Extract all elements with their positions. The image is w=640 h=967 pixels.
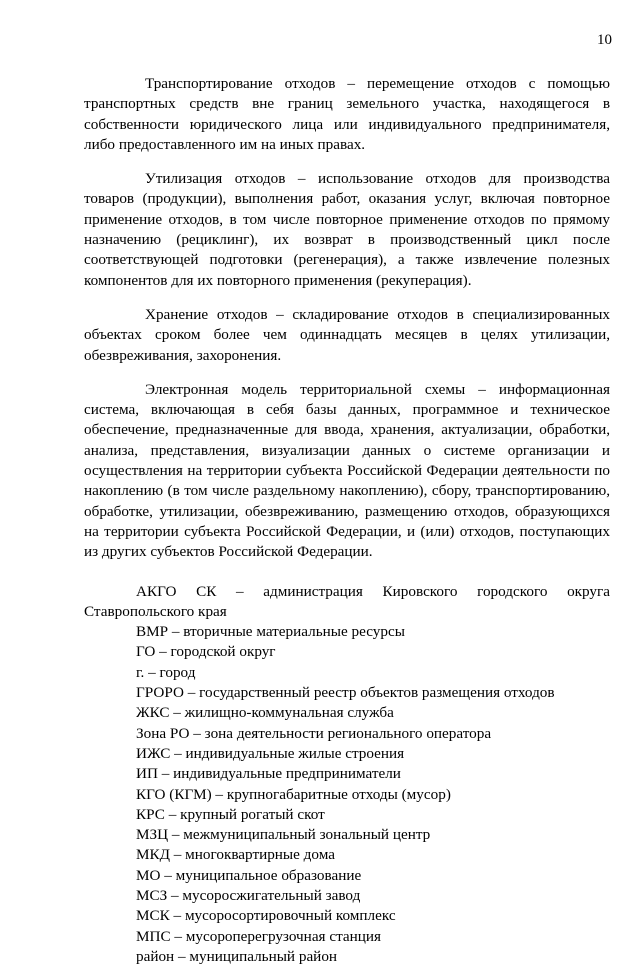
paragraph-electronic-model: Электронная модель территориальной схемы – информационная система, включающая в себя базы данных, программное и техническое обеспечение, предназначенные для ввода, хранения, актуализации, обработки, анализа, представления, визуализации данных о системе организации и осуществления на территории субъекта Российской Федерации деятельности по накоплению (в том числе раздельному накоплению), сбору, транспортированию, обработке, утилизации, обезвреживанию, размещению отходов, образующихся на территории субъекта Российской Федерации, и (или) отходов, поступающих из других субъектов Российской Федерации. (84, 380, 610, 561)
abbreviation-list (84, 582, 610, 967)
abbreviation-item: МО – муниципальное образование (136, 866, 362, 884)
paragraph-storage: Хранение отходов – складирование отходов в специализированных объектах сроком более чем одиннадцать месяцев в целях утилизации, обезвреживания, захоронения. (84, 305, 610, 364)
abbreviation-item: Зона РО – зона деятельности регионального оператора (136, 724, 492, 742)
abbreviation-item: МЗЦ – межмуниципальный зональный центр (136, 826, 431, 844)
abbreviation-item: КГО (КГМ) – крупногабаритные отходы (мусор) (136, 785, 451, 803)
abbreviation-item: ИП – индивидуальные предприниматели (136, 765, 401, 783)
document-body (84, 74, 610, 967)
page-number: 10 (597, 32, 612, 48)
abbreviation-item: МКД – многоквартирные дома (136, 846, 335, 864)
abbreviation-item: ИЖС – индивидуальные жилые строения (136, 744, 405, 762)
abbreviation-item: ВМР – вторичные материальные ресурсы (136, 623, 405, 641)
abbreviation-item: ГО – городской округ (136, 643, 276, 661)
abbreviation-item: МПС – мусороперегрузочная станция (136, 927, 382, 945)
abbreviation-item: ГРОРО – государственный реестр объектов размещения отходов (136, 684, 555, 702)
abbreviation-item: КРС – крупный рогатый скот (136, 805, 325, 823)
abbreviation-item: МСЗ – мусоросжигательный завод (136, 886, 361, 904)
abbreviation-item: район – муниципальный район (136, 947, 338, 965)
abbreviation-item: МСК – мусоросортировочный комплекс (136, 907, 396, 925)
abbreviation-item: г. – город (136, 663, 196, 681)
abbreviation-item: ЖКС – жилищно-коммунальная служба (136, 704, 394, 722)
paragraph-utilization: Утилизация отходов – использование отходов для производства товаров (продукции), выполнения работ, оказания услуг, включая повторное применение отходов, в том числе повторное применение отходов по прямому назначению (рециклинг), их возврат в производственный цикл после соответствующей подготовки (регенерация), а также извлечение полезных компонентов для их повторного применения (рекуперация). (84, 170, 610, 289)
paragraph-transportation: Транспортирование отходов – перемещение отходов с помощью транспортных средств вне границ земельного участка, находящегося в собственности юридического лица или индивидуального предпринимателя, либо предоставленного им на иных правах. (84, 75, 610, 153)
abbreviation-item: АКГО СК – администрация Кировского городского округа Ставропольского края (84, 582, 610, 620)
